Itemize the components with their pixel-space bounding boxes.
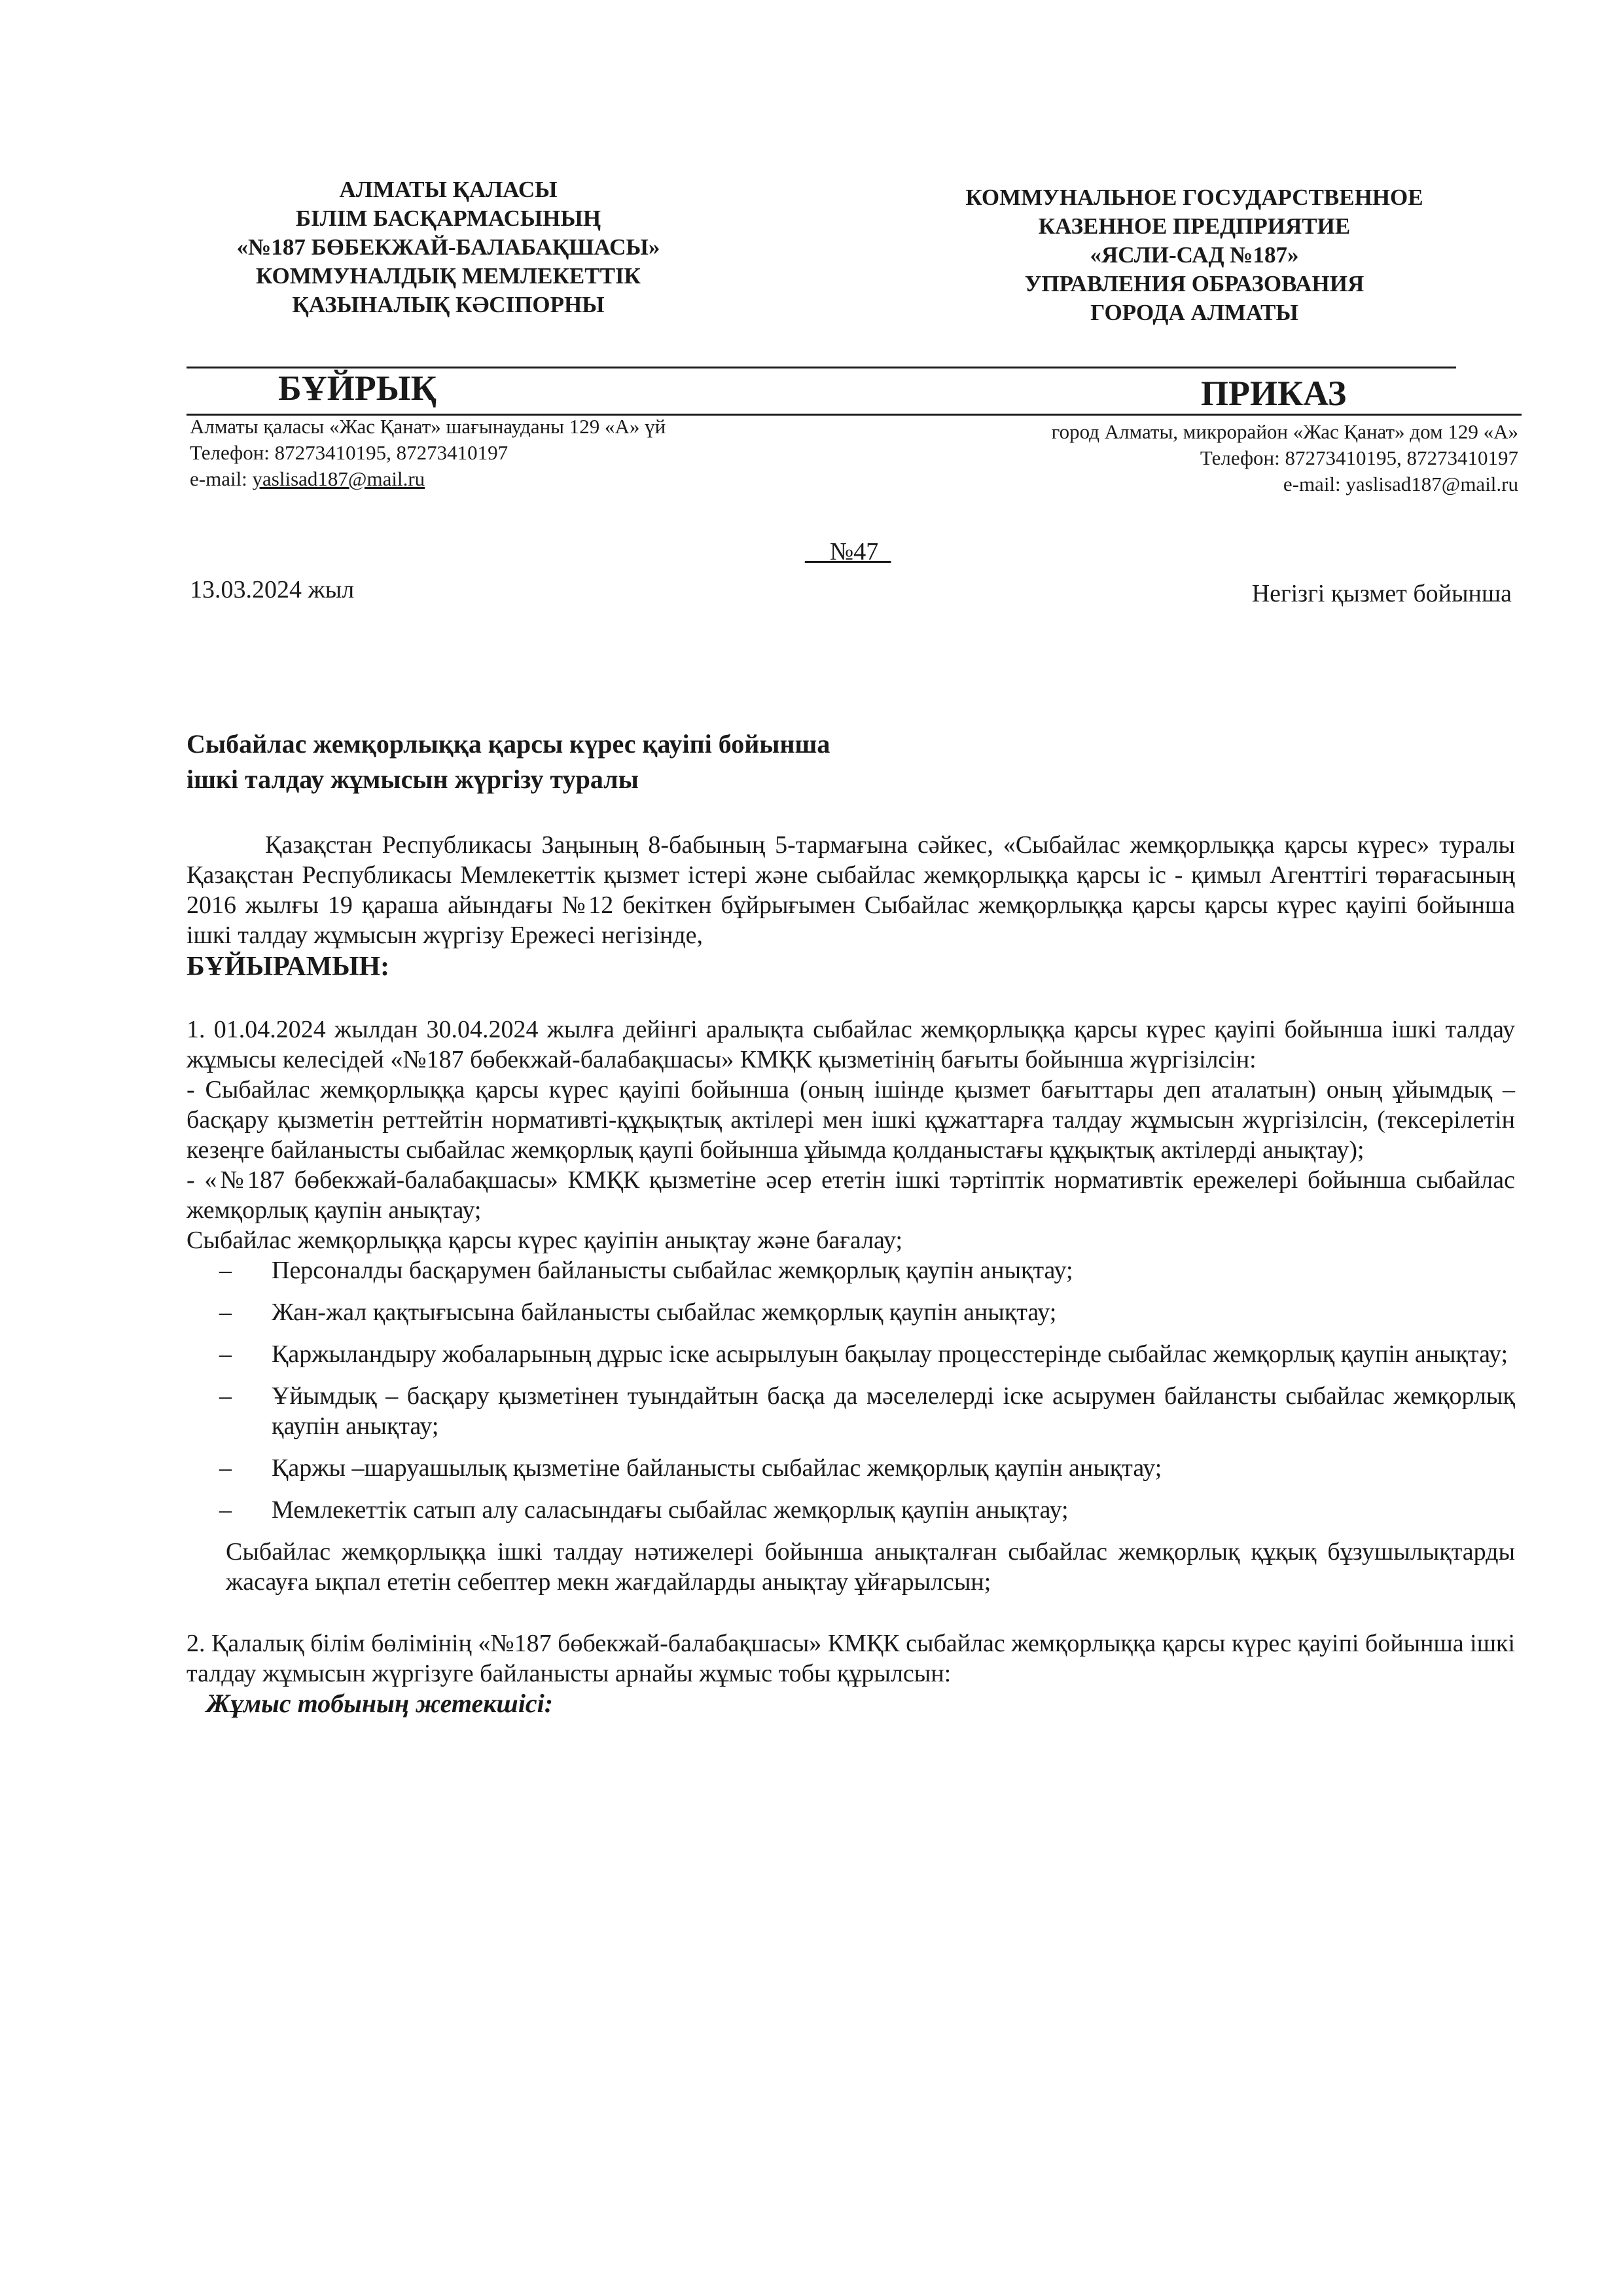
sub-item-paragraph: - «№187 бөбекжай-балабақшасы» КМҚК қызметіне әсер ететін ішкі тәртіптік нормативтік ережелері бойынша сыбайлас жемқорлық қаупін анықтау; (187, 1166, 1515, 1224)
sub-item-paragraph: - Сыбайлас жемқорлыққа қарсы күрес қауіпі бойынша (оның ішінде қызмет бағыттары деп аталатын) оның ұйымдық – басқару қызметін реттейтін нормативті-құқықтық актілері мен ішкі құжаттарға талдау жұмысын жүргізілсін, (тексерілетін кезеңге байланысты сыбайлас жемқорлық қаупі бойынша ұйымда қолданыстағы құқықтық актілерді анықтау); (187, 1076, 1515, 1164)
intro-paragraph: Қазақстан Республикасы Заңының 8-бабының 5-тармағына сәйкес, «Сыбайлас жемқорлыққа қарсы күрес» туралы Қазақстан Республикасы Мемлекеттік қызмет істері және сыбайлас жемқорлыққа қарсы іс - қимыл Агенттігі төрағасының 2016 жылғы 19 қараша айындағы №12 бекіткен бұйрығымен Сыбайлас жемқорлыққа қарсы қарсы күрес қауіпі бойынша ішкі талдау жұмысын жүргізу Ережесі негізінде, (187, 831, 1515, 949)
header-kz-line: КОММУНАЛДЫҚ МЕМЛЕКЕТТІК (256, 263, 641, 289)
decree-heading: БҰЙЫРАМЫН: (187, 952, 390, 982)
order-body (187, 830, 1515, 1719)
header-ru-line: «ЯСЛИ-САД №187» (1090, 242, 1299, 268)
document-title-kz: БҰЙРЫҚ (278, 368, 437, 408)
list-item: – Мемлекеттік сатып алу саласындағы сыбайлас жемқорлық қаупін анықтау; (272, 1495, 1515, 1525)
address-kz: Алматы қаласы «Жас Қанат» шағынауданы 129 «А» үй (190, 415, 666, 438)
document-title-ru: ПРИКАЗ (1201, 374, 1347, 413)
subject-line: ішкі талдау жұмысын жүргізу туралы (187, 764, 639, 794)
header-ru-line: КАЗЕННОЕ ПРЕДПРИЯТИЕ (1038, 213, 1351, 239)
risk-list (187, 1255, 1515, 1525)
header-ru-line: КОММУНАЛЬНОЕ ГОСУДАРСТВЕННОЕ (965, 185, 1423, 210)
header-kz-line: АЛМАТЫ ҚАЛАСЫ (339, 177, 558, 202)
item-1-paragraph: 1. 01.04.2024 жылдан 30.04.2024 жылға дейінгі аралықта сыбайлас жемқорлыққа қарсы күрес қауіпі бойынша ішкі талдау жұмысы келесідей «№187 бөбекжай-балабақшасы» КМҚК қызметінің бағыты бойынша жүргізілсін: (187, 1016, 1515, 1073)
sub-item-paragraph: Сыбайлас жемқорлыққа қарсы күрес қауіпін анықтау және бағалау; (187, 1227, 903, 1254)
list-item: – Ұйымдық – басқару қызметінен туындайтын басқа да мәселелерді іске асырумен байлансты сыбайлас жемқорлық қаупін анықтау; (272, 1381, 1515, 1441)
address-ru: город Алматы, микрорайон «Жас Қанат» дом 129 «А» (1051, 420, 1518, 443)
list-item: – Персоналды басқарумен байланысты сыбайлас жемқорлық қаупін анықтау; (272, 1255, 1515, 1285)
working-group-head-label: Жұмыс тобының жетекшісі: (206, 1689, 554, 1718)
header-ru-organization (910, 183, 1479, 327)
list-item: – Қаржыландыру жобаларының дұрыс іске асырылуын бақылау процесстерінде сыбайлас жемқорлық қаупін анықтау; (272, 1339, 1515, 1369)
order-date: 13.03.2024 жыл (190, 576, 355, 603)
email-label: e-mail: (190, 467, 253, 490)
header-kz-organization (193, 175, 704, 319)
order-activity-type: Негізгі қызмет бойынша (1251, 580, 1512, 607)
conclusion-paragraph: Сыбайлас жемқорлыққа ішкі талдау нәтижелері бойынша анықталған сыбайлас жемқорлық құқық бұзушылықтарды жасауға ықпал ететін себептер мекн жағдайларды анықтау ұйғарылсын; (226, 1538, 1515, 1596)
subject-line: Сыбайлас жемқорлыққа қарсы күрес қауіпі бойынша (187, 729, 830, 759)
email-ru: e-mail: yaslisad187@mail.ru (1283, 473, 1518, 495)
item-2-paragraph: 2. Қалалық білім бөлімінің «№187 бөбекжай-балабақшасы» КМҚК сыбайлас жемқорлыққа қарсы күрес қауіпі бойынша ішкі талдау жұмысын жүргізуге байланысты арнайы жұмыс тобы құрылсын: (187, 1630, 1515, 1687)
header-kz-line: «№187 БӨБЕКЖАЙ-БАЛАБАҚШАСЫ» (236, 234, 660, 260)
email-kz (190, 466, 666, 492)
list-item: – Жан-жал қақтығысына байланысты сыбайлас жемқорлық қаупін анықтау; (272, 1297, 1515, 1327)
header-kz-line: ҚАЗЫНАЛЫҚ КӘСІПОРНЫ (292, 292, 605, 317)
contacts-ru (1052, 419, 1518, 497)
order-subject (187, 726, 1168, 797)
order-number: __№47_ (805, 538, 891, 565)
header-ru-line: УПРАВЛЕНИЯ ОБРАЗОВАНИЯ (1024, 271, 1364, 296)
phone-kz: Телефон: 87273410195, 87273410197 (190, 441, 508, 464)
list-item: – Қаржы –шаруашылық қызметіне байланысты сыбайлас жемқорлық қаупін анықтау; (272, 1453, 1515, 1483)
header-ru-line: ГОРОДА АЛМАТЫ (1090, 300, 1298, 325)
contacts-kz (190, 414, 666, 492)
header-kz-line: БІЛІМ БАСҚАРМАСЫНЫҢ (295, 206, 601, 231)
phone-ru: Телефон: 87273410195, 87273410197 (1200, 446, 1518, 469)
email-link[interactable]: yaslisad187@mail.ru (252, 467, 425, 490)
